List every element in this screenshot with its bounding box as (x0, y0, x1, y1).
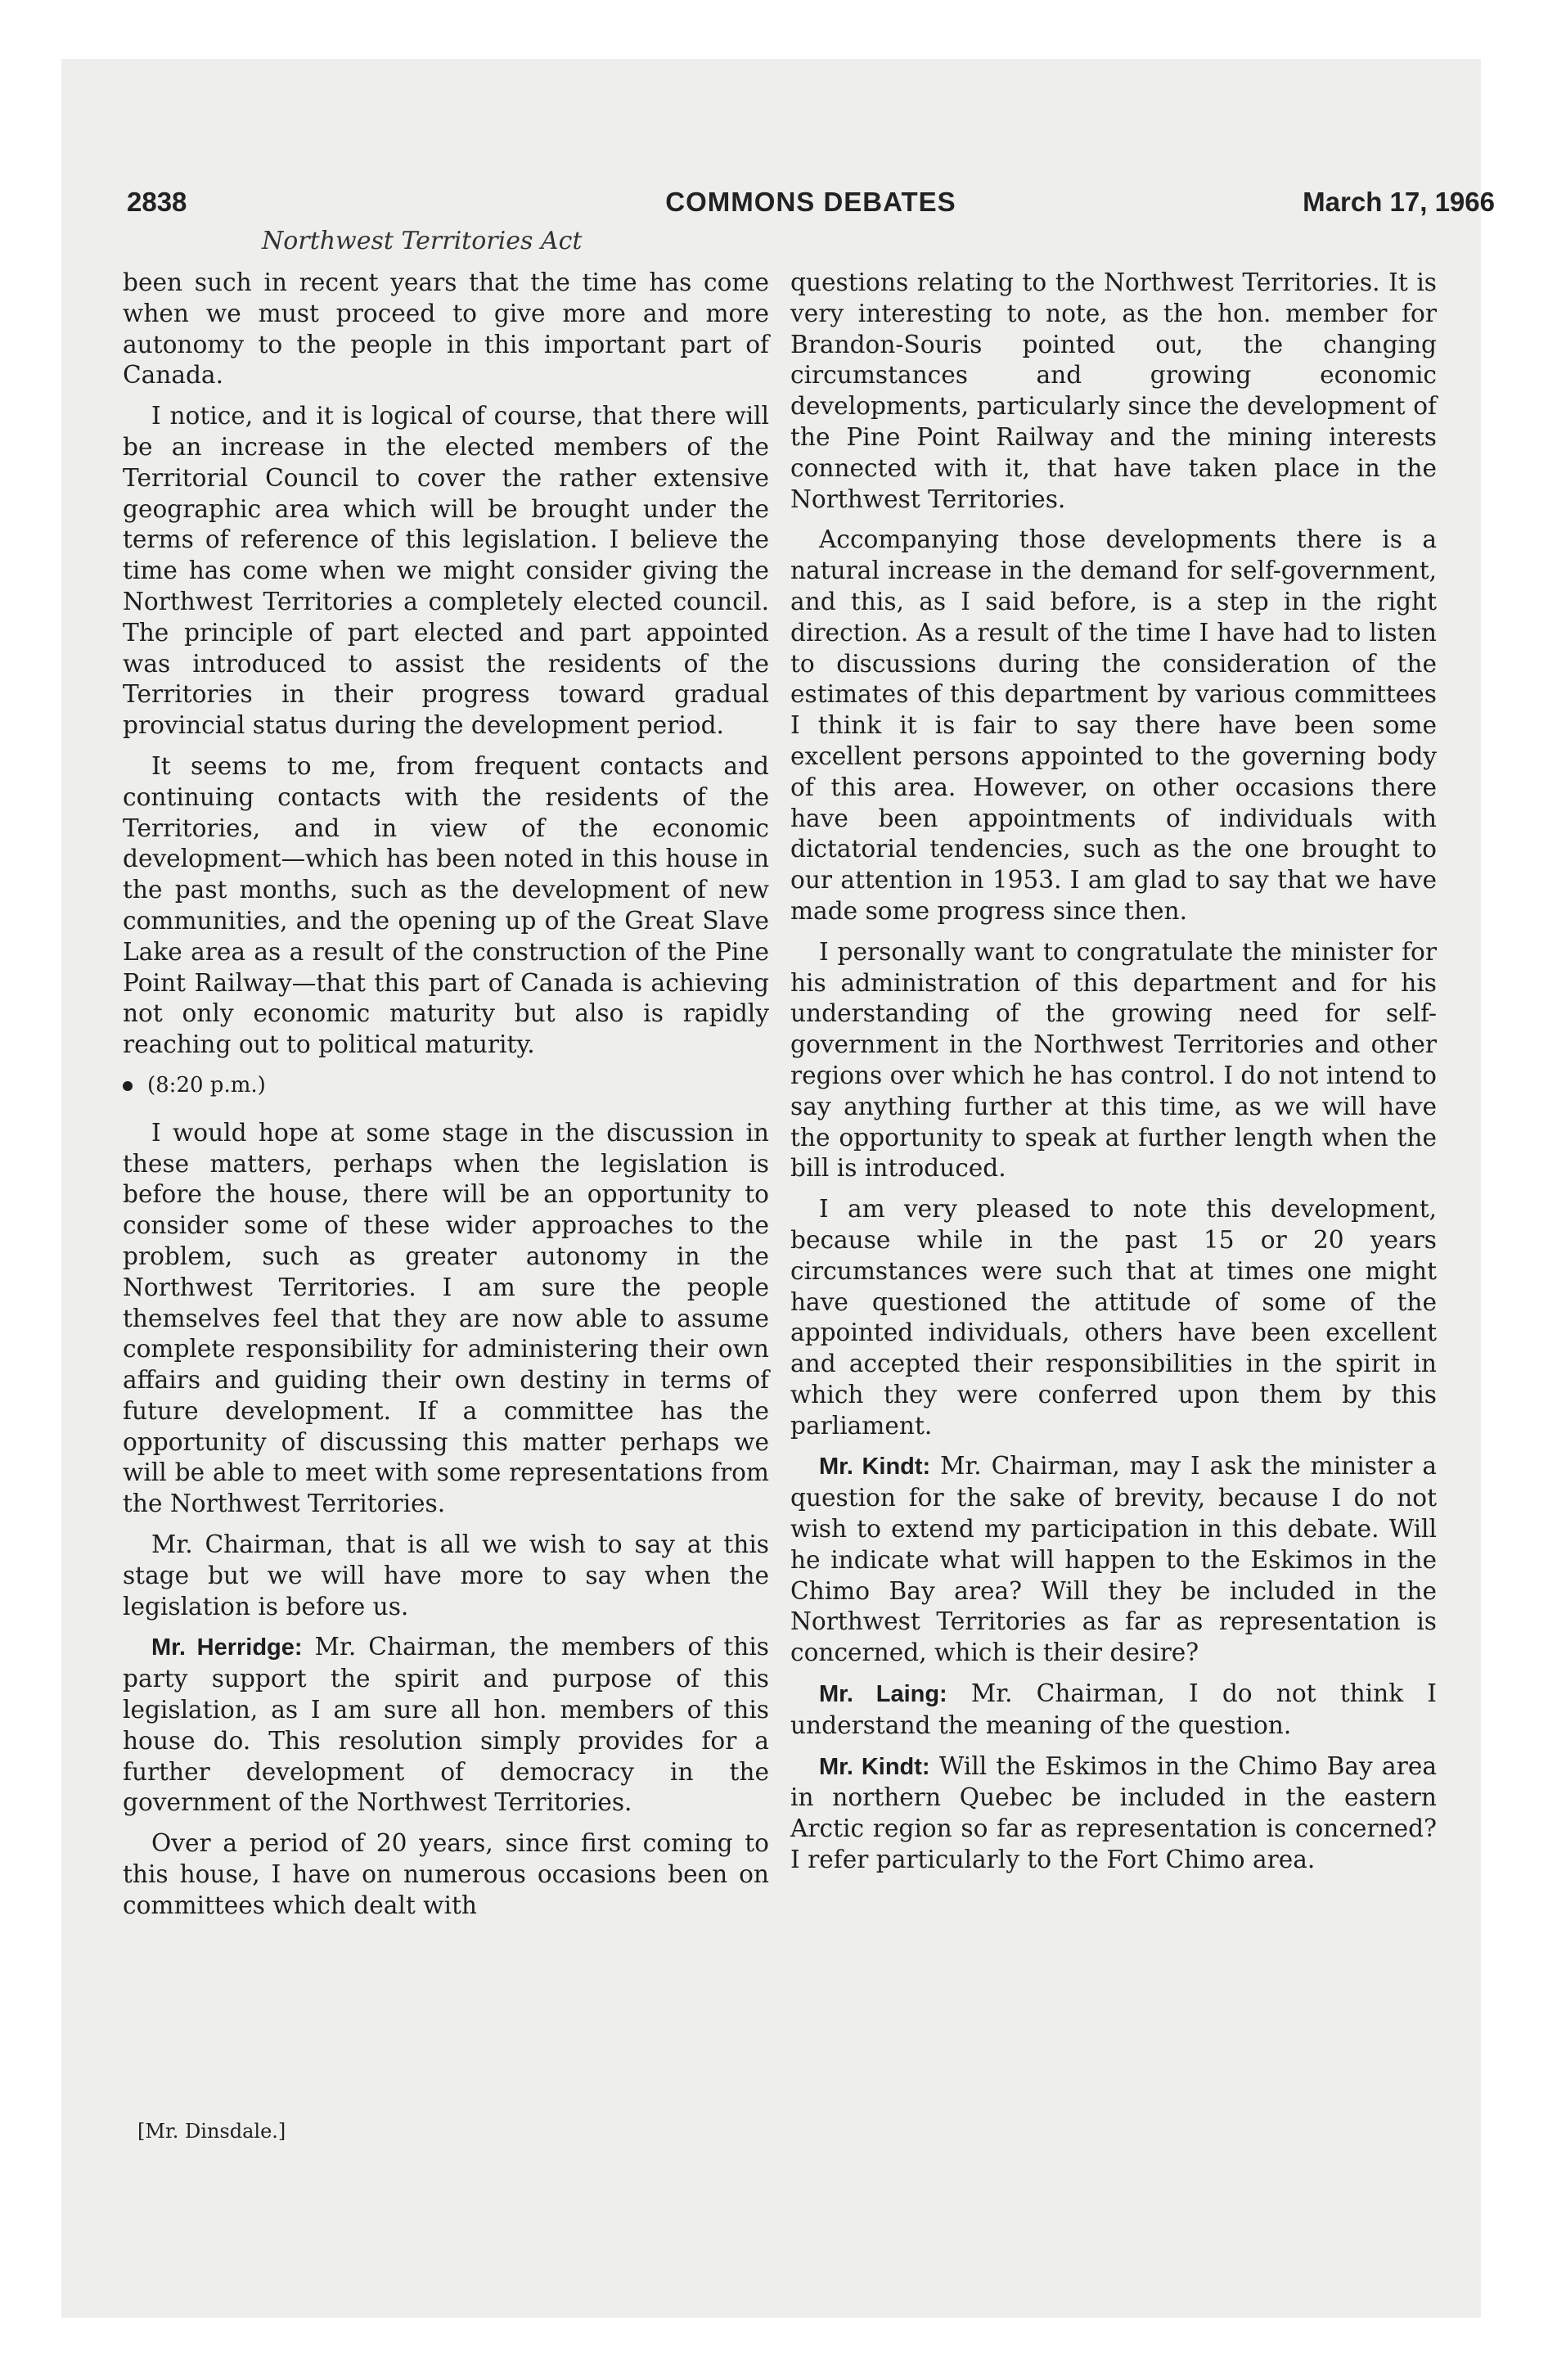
speaker-name: Mr. Laing: (819, 1681, 947, 1708)
paragraph: I personally want to congratulate the minister for his administration of this department and for his understanding of the growing need for self-government in the Northwest Territories and other regions over which he has control. I do not intend to say anything further at this time, as we will have the opportunity to speak at further length when the bill is introduced. (790, 937, 1437, 1183)
paragraph: Mr. Chairman, that is all we wish to say at this stage but we will have more to say when the legislation is before us. (123, 1530, 769, 1620)
publication-date: March 17, 1966 (1303, 187, 1495, 217)
speech-text: Mr. Chairman, I do not think I understand the meaning of the question. (790, 1679, 1437, 1739)
speech-text: Mr. Chairman, the members of this party support the spirit and purpose of this legislation, as I am sure all hon. members of this house do. This resolution simply provides for a further development of democracy in the government of the Northwest Territories. (123, 1633, 769, 1817)
speech-text: Will the Eskimos in the Chimo Bay area in northern Quebec be included in the eastern Arctic region so far as representation is concerned? I refer particularly to the Fort Chimo area. (790, 1751, 1437, 1874)
section-subheading: Northwest Territories Act (262, 227, 583, 255)
paragraph: been such in recent years that the time has come when we must proceed to give more and more autonomy to the people in this important part of Canada. (123, 268, 769, 390)
publication-title: COMMONS DEBATES (665, 187, 956, 217)
right-column (790, 268, 1437, 1886)
paragraph: I am very pleased to note this development, because while in the past 15 or 20 years circumstances were such that at times one might have questioned the attitude of some of the appointed individuals, others have been excellent and accepted their responsibilities in the spirit in which they were conferred upon them by this parliament. (790, 1195, 1437, 1440)
speaker-name: Mr. Kindt: (819, 1753, 930, 1780)
time-stamp (123, 1071, 769, 1102)
bullet-icon (123, 1081, 133, 1091)
speaker-name: Mr. Kindt: (819, 1454, 931, 1481)
speaker-paragraph (790, 1751, 1437, 1876)
page-header (127, 187, 1495, 228)
page-number: 2838 (127, 187, 187, 217)
paragraph: Accompanying those developments there is a natural increase in the demand for self-government, and this, as I said before, is a step in the right direction. As a result of the time I have had to listen to discussions during the consideration of the estimates of this department by various committees I think it is fair to say there have been some excellent persons appointed to the governing body of this area. However, on other occasions there have been appointments of individuals with dictatorial tendencies, such as the one brought to our attention in 1953. I am glad to say that we have made some progress since then. (790, 525, 1437, 925)
speaker-paragraph (790, 1679, 1437, 1742)
time-stamp-text: (8:20 p.m.) (147, 1072, 266, 1098)
speech-text: Mr. Chairman, may I ask the minister a question for the sake of brevity, because I do not wish to extend my participation in this debate. Will he indicate what will happen to the Eskimos in the Chimo Bay area? Will they be included in the Northwest Territories as far as representation is concerned, which is their desire? (790, 1452, 1437, 1667)
speaker-name: Mr. Herridge: (151, 1634, 303, 1661)
speaker-paragraph (123, 1632, 769, 1819)
paragraph: It seems to me, from frequent contacts and continuing contacts with the residents of the Territories, and in view of the economic development—which has been noted in this house in the past months, such as the development of new communities, and the opening up of the Great Slave Lake area as a result of the construction of the Pine Point Railway—that this part of Canada is achieving not only economic maturity but also is rapidly reaching out to political maturity. (123, 751, 769, 1059)
footer-speaker-note: [Mr. Dinsdale.] (137, 2120, 286, 2143)
paragraph: questions relating to the Northwest Territories. It is very interesting to note, as the hon. member for Brandon-Souris pointed out, the changing circumstances and growing economic developments, particularly since the development of the Pine Point Railway and the mining interests connected with it, that have taken place in the Northwest Territories. (790, 268, 1437, 513)
speaker-paragraph (790, 1451, 1437, 1669)
left-column (123, 268, 769, 1931)
paragraph: Over a period of 20 years, since first coming to this house, I have on numerous occasions been on committees which dealt with (123, 1829, 769, 1919)
paragraph: I would hope at some stage in the discussion in these matters, perhaps when the legislation is before the house, there will be an opportunity to consider some of these wider approaches to the problem, such as greater autonomy in the Northwest Territories. I am sure the people themselves feel that they are now able to assume complete responsibility for administering their own affairs and guiding their own destiny in terms of future development. If a committee has the opportunity of discussing this matter perhaps we will be able to meet with some representations from the Northwest Territories. (123, 1118, 769, 1518)
paragraph: I notice, and it is logical of course, that there will be an increase in the elected members of the Territorial Council to cover the rather extensive geographic area which will be brought under the terms of reference of this legislation. I believe the time has come when we might consider giving the Northwest Territories a completely elected council. The principle of part elected and part appointed was introduced to assist the residents of the Territories in their progress toward gradual provincial status during the development period. (123, 402, 769, 740)
